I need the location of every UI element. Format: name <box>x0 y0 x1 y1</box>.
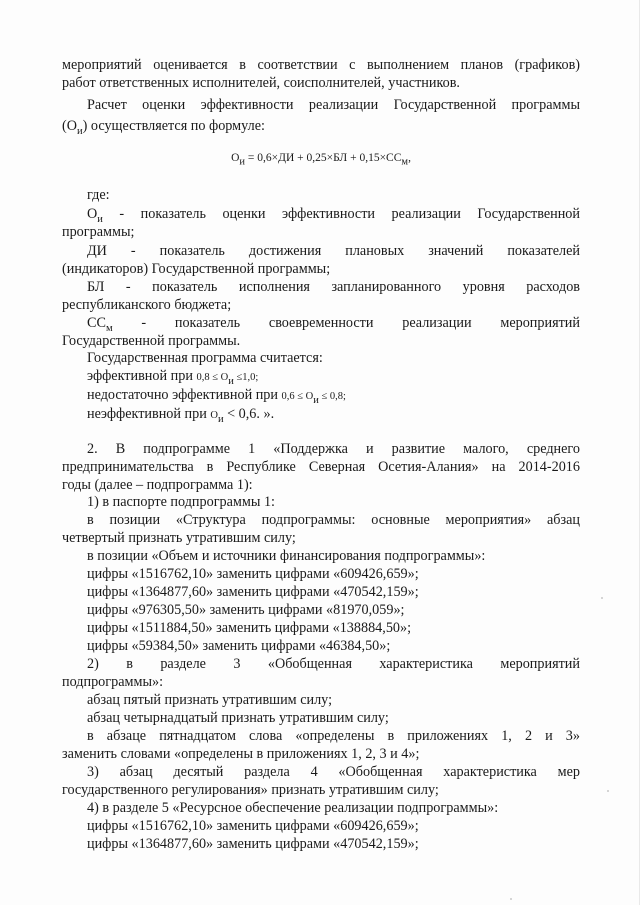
text-line: Расчет оценки эффективности реализации Государственной программы <box>87 97 580 113</box>
text-line: цифры «1364877,60» заменить цифрами «470542,159»; <box>87 836 419 852</box>
text-line: цифры «976305,50» заменить цифрами «81970,059»; <box>87 602 405 618</box>
text-line: предпринимательства в Республике Северная Осетия-Алания» на 2014-2016 <box>62 459 580 475</box>
definition-line: БЛ - показатель исполнения запланированного уровня расходов <box>87 279 580 295</box>
scan-speck <box>510 898 512 900</box>
definition-line: $СС_м$ - показатель своевременности реализации мероприятий <box>87 315 580 334</box>
text-line: цифры «1516762,10» заменить цифрами «609426,659»; <box>87 818 419 834</box>
text-line: мероприятий оценивается в соответствии с выполнением планов (графиков) <box>62 57 580 73</box>
text-line: в позиции «Объем и источники финансирования подпрограммы»: <box>87 548 486 564</box>
text-line: 3) абзац десятый раздела 4 «Обобщенная характеристика мер <box>87 764 580 780</box>
text-line: работ ответственных исполнителей, соисполнителей, участников. <box>62 75 460 91</box>
text-line: 4) в разделе 5 «Ресурсное обеспечение реализации подпрограммы»: <box>87 800 499 816</box>
criteria-insufficient: недостаточно эффективной при $0,6 \le О_и \le 0,8$; <box>87 387 346 406</box>
text-line: цифры «1511884,50» заменить цифрами «138884,50»; <box>87 620 412 636</box>
scan-speck <box>607 790 609 792</box>
text-line: заменить словами «определены в приложениях 1, 2, 3 и 4»; <box>62 746 420 762</box>
scan-speck <box>601 597 603 599</box>
text-line: подпрограммы»: <box>62 674 164 690</box>
text-line: в абзаце пятнадцатом слова «определены в приложениях 1, 2 и 3» <box>87 728 580 744</box>
text-line: цифры «59384,50» заменить цифрами «46384,50»; <box>87 638 391 654</box>
definition-line: ДИ - показатель достижения плановых значений показателей <box>87 243 580 259</box>
text-line: цифры «1364877,60» заменить цифрами «470542,159»; <box>87 584 419 600</box>
text-line: (индикаторов) Государственной программы; <box>62 261 331 277</box>
text-line: абзац четырнадцатый признать утратившим силу; <box>87 710 389 726</box>
text-line: 2) в разделе 3 «Обобщенная характеристика мероприятий <box>87 656 580 672</box>
text-line: абзац пятый признать утратившим силу; <box>87 692 333 708</box>
text-line: 1) в паспорте подпрограммы 1: <box>87 494 275 510</box>
text-line: программы; <box>62 224 135 240</box>
text-line: республиканского бюджета; <box>62 297 232 313</box>
criteria-ineffective: неэффективной при $О_и < 0,6$. ». <box>87 406 275 425</box>
text-line: государственного регулирования» признать утратившим силу; <box>62 782 439 798</box>
text-line: Государственная программа считается: <box>87 350 323 366</box>
text-line: годы (далее – подпрограмма 1): <box>62 477 253 493</box>
text-line: четвертый признать утратившим силу; <box>62 530 296 546</box>
efficiency-formula: $О_и = 0,6\times ДИ + 0,25\times БЛ + 0,15\times СС_м$, <box>231 152 411 168</box>
text-line: Государственной программы. <box>62 333 241 349</box>
criteria-effective: эффективной при $0,8 \le О_и \le 1,0$; <box>87 368 259 387</box>
text-line: $(О_и)$ осуществляется по формуле: <box>62 118 265 137</box>
text-line: в позиции «Структура подпрограммы: основные мероприятия» абзац <box>87 512 580 528</box>
definition-line: $О_и$ - показатель оценки эффективности реализации Государственной <box>87 206 580 225</box>
text-line: где: <box>87 187 110 203</box>
text-line: 2. В подпрограмме 1 «Поддержка и развитие малого, среднего <box>87 441 580 457</box>
text-line: цифры «1516762,10» заменить цифрами «609426,659»; <box>87 566 419 582</box>
